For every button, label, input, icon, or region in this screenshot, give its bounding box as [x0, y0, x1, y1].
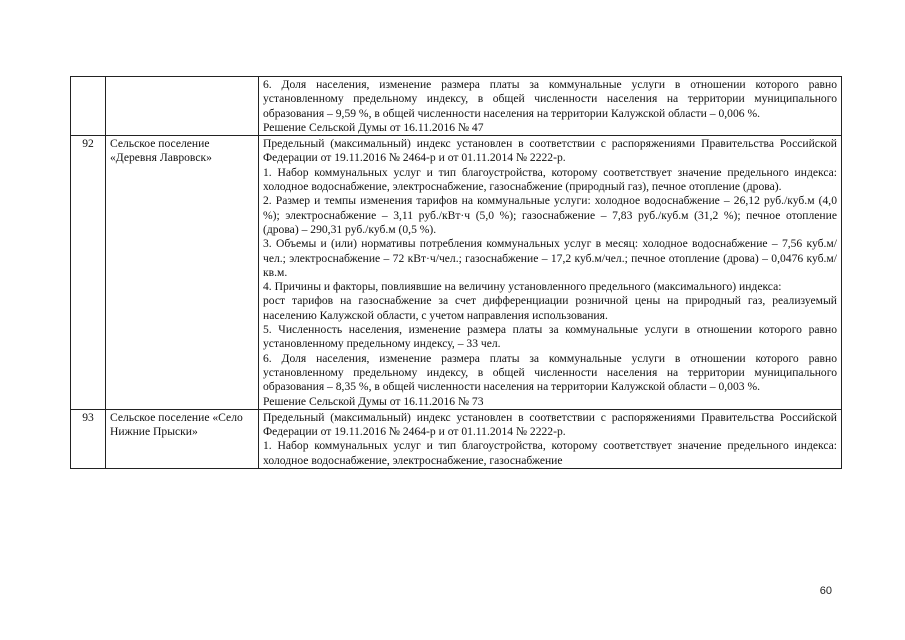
paragraph: 4. Причины и факторы, повлиявшие на величину установленного предельного (максимального) индекса:: [263, 280, 782, 294]
row-text: [259, 136, 842, 410]
settlement-name: [106, 77, 259, 136]
settlement-name: Сельское поселение «Село Нижние Прыски»: [106, 409, 259, 468]
paragraph: 6. Доля населения, изменение размера платы за коммунальные услуги в отношении которого равно установленному предельному индексу, в общей численности населения на территории муниципального образования – 9,59 %, в общей численности населения на территории Калужской области – 0,006 %.: [263, 78, 837, 120]
page-number: 60: [819, 585, 832, 597]
paragraph: Решение Сельской Думы от 16.11.2016 № 73: [263, 394, 484, 408]
row-text: [259, 409, 842, 468]
settlement-name: Сельское поселение «Деревня Лавровск»: [106, 136, 259, 410]
row-text: [259, 77, 842, 136]
table-row: [71, 409, 842, 468]
table-row: [71, 136, 842, 410]
paragraph: Решение Сельской Думы от 16.11.2016 № 47: [263, 120, 484, 134]
paragraph: 2. Размер и темпы изменения тарифов на коммунальные услуги: холодное водоснабжение – 26,12 руб./куб.м (4,0 %); электроснабжение – 3,11 руб./кВт·ч (5,0 %); газоснабжение – 7,83 руб./куб.м (31,2 %); печное отопление (дрова) – 290,31 руб./куб.м (0,5 %).: [263, 194, 837, 236]
paragraph: 5. Численность населения, изменение размера платы за коммунальные услуги в отношении которого равно установленному предельному индексу, – 33 чел.: [263, 323, 837, 351]
paragraph: Предельный (максимальный) индекс установлен в соответствии с распоряжениями Правительства Российской Федерации от 19.11.2016 № 2464-р и от 01.11.2014 № 2222-р.: [263, 410, 837, 439]
row-number: 93: [71, 409, 106, 468]
row-number: 92: [71, 136, 106, 410]
paragraph: рост тарифов на газоснабжение за счет дифференциации розничной цены на природный газ, реализуемый населению Калужской области, с учетом направления использования.: [263, 294, 837, 322]
paragraph: 1. Набор коммунальных услуг и тип благоустройства, которому соответствует значение предельного индекса: холодное водоснабжение, электроснабжение, газоснабжение: [263, 439, 837, 467]
paragraph: 3. Объемы и (или) нормативы потребления коммунальных услуг в месяц: холодное водоснабжение – 7,56 куб.м/чел.; электроснабжение – 72 кВт·ч/чел.; газоснабжение – 17,2 куб.м/чел.; печное отопление (дрова) – 0,0476 куб.м/кв.м.: [263, 237, 837, 279]
row-number: [71, 77, 106, 136]
tariff-table: [70, 76, 842, 469]
paragraph: 6. Доля населения, изменение размера платы за коммунальные услуги в отношении которого равно установленному предельному индексу, в общей численности населения на территории муниципального образования – 8,35 %, в общей численности населения на территории Калужской области – 0,003 %.: [263, 351, 837, 394]
table-row: [71, 77, 842, 136]
paragraph: Предельный (максимальный) индекс установлен в соответствии с распоряжениями Правительства Российской Федерации от 19.11.2016 № 2464-р и от 01.11.2014 № 2222-р.: [263, 137, 837, 165]
paragraph: 1. Набор коммунальных услуг и тип благоустройства, которому соответствует значение предельного индекса: холодное водоснабжение, электроснабжение, газоснабжение (природный газ), печное отопление (дрова).: [263, 165, 837, 194]
